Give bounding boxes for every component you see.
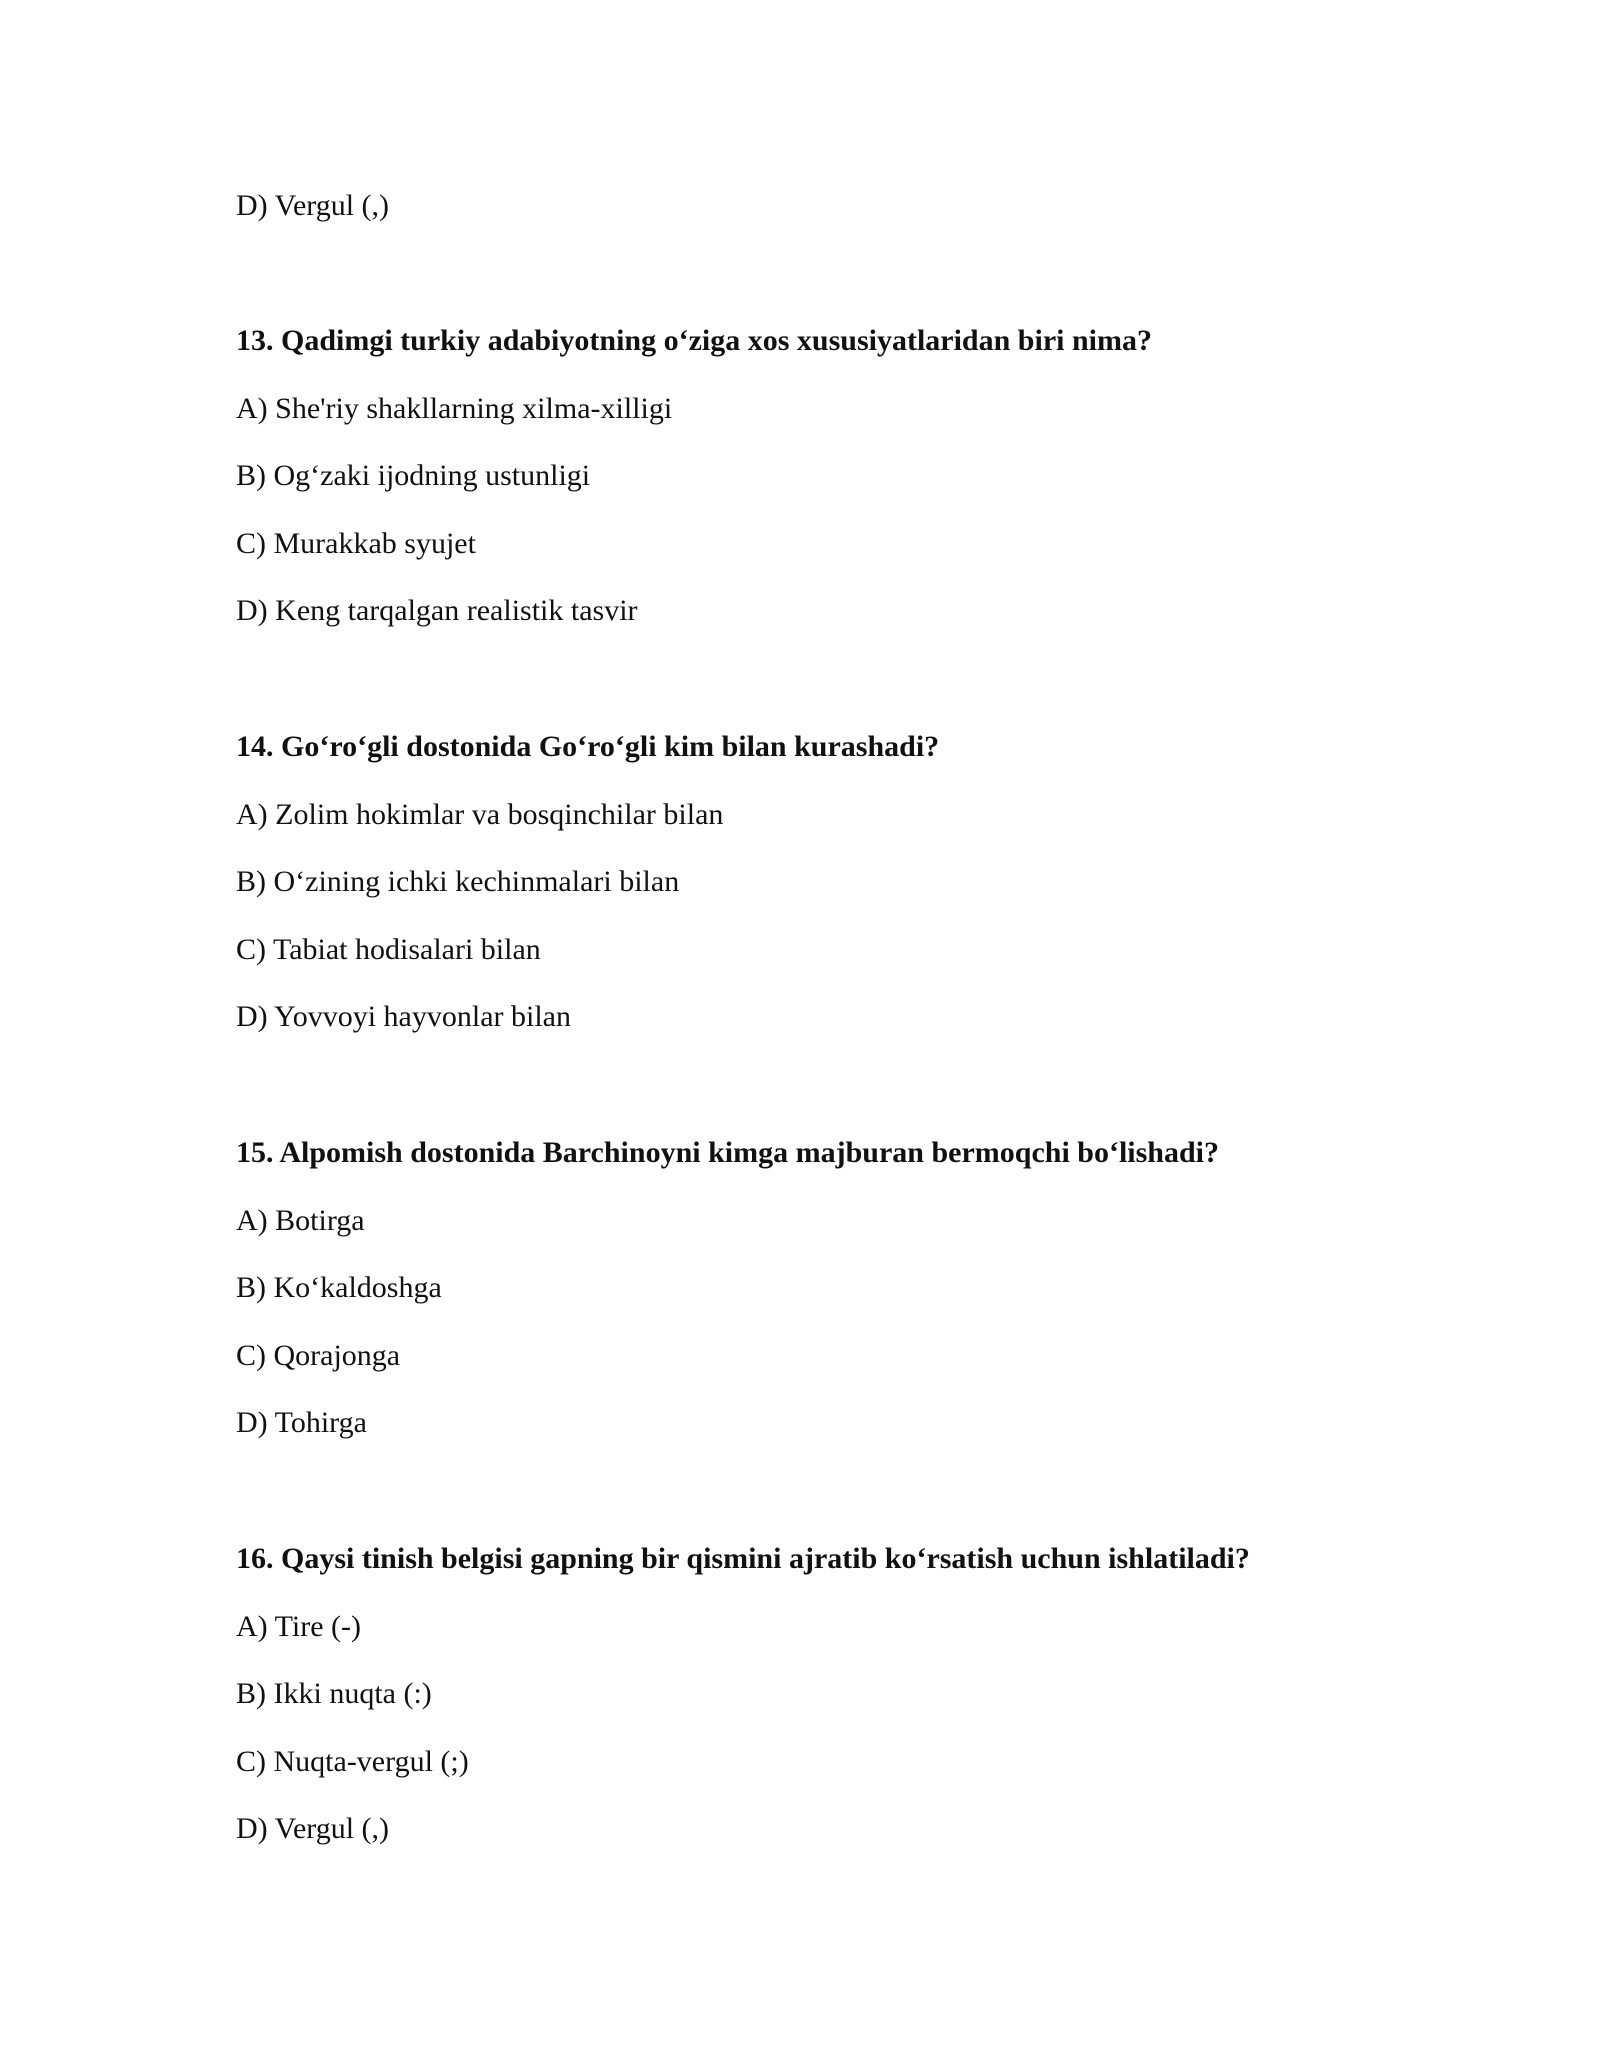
option-carryover-d: D) Vergul (,) <box>236 189 390 222</box>
question-13-option-d: D) Keng tarqalgan realistik tasvir <box>236 594 638 627</box>
question-14-option-b: B) O‘zining ichki kechinmalari bilan <box>236 865 680 898</box>
question-15-option-d: D) Tohirga <box>236 1406 367 1439</box>
question-15: 15. Alpomish dostonida Barchinoyni kimga majburan bermoqchi bo‘lishadi? <box>236 1136 1219 1169</box>
question-13: 13. Qadimgi turkiy adabiyotning o‘ziga xos xususiyatlaridan biri nima? <box>236 324 1152 357</box>
question-16: 16. Qaysi tinish belgisi gapning bir qismini ajratib ko‘rsatish uchun ishlatiladi? <box>236 1542 1250 1575</box>
question-13-option-a: A) She'riy shakllarning xilma-xilligi <box>236 392 673 425</box>
question-16-option-b: B) Ikki nuqta (:) <box>236 1677 432 1710</box>
question-13-option-b: B) Og‘zaki ijodning ustunligi <box>236 459 591 492</box>
question-14: 14. Go‘ro‘gli dostonida Go‘ro‘gli kim bilan kurashadi? <box>236 730 940 763</box>
question-14-option-a: A) Zolim hokimlar va bosqinchilar bilan <box>236 798 724 831</box>
question-15-option-c: C) Qorajonga <box>236 1339 401 1372</box>
question-15-option-b: B) Ko‘kaldoshga <box>236 1271 442 1304</box>
question-13-option-c: C) Murakkab syujet <box>236 527 476 560</box>
question-16-option-a: A) Tire (-) <box>236 1610 361 1643</box>
question-16-option-d: D) Vergul (,) <box>236 1812 390 1845</box>
question-14-option-d: D) Yovvoyi hayvonlar bilan <box>236 1000 571 1033</box>
question-15-option-a: A) Botirga <box>236 1204 365 1237</box>
question-14-option-c: C) Tabiat hodisalari bilan <box>236 933 541 966</box>
question-16-option-c: C) Nuqta-vergul (;) <box>236 1745 469 1778</box>
